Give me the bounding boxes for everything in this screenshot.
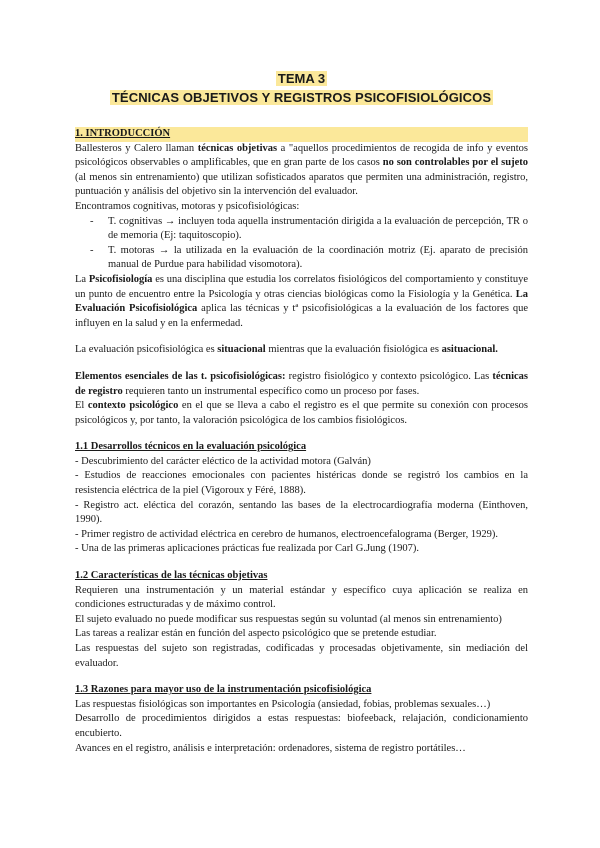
list-item: - Descubrimiento del carácter eléctico de la actividad motora (Galván) [75,455,371,467]
list-item: Avances en el registro, análisis e interpretación: ordenadores, sistema de registro portátiles… [75,742,466,754]
section-heading-1-2: 1.2 Características de las técnicas objetivas [75,570,268,582]
intro-paragraph-1: Ballesteros y Calero llaman técnicas objetivas a "aquellos procedimientos de recogida de info y eventos psicológicos observables o amplificables, que en gran parte de los casos no son controlables por el sujeto (al menos sin entrenamiento) que utilizan sofisticados aparatos que permiten una administración, registro, puntuación y análisis del objetivo sin la intervención del evaluador. [75,142,529,198]
intro-paragraph-2: Encontramos cognitivas, motoras y psicofisiológicas: [75,200,300,212]
list-item: Requieren una instrumentación y un material estándar y específico cuya aplicación se realiza en condiciones estructuradas y de máximo control. [75,584,528,611]
intro-paragraph-5: Elementos esenciales de las t. psicofisiológicas: registro fisiológico y contexto psicológico. Las técnicas de registro requieren tanto un instrumental específico como un proceso por fases. [75,370,528,397]
list-item: Las tareas a realizar están en función del aspecto psicológico que se pretende estudiar. [75,628,437,640]
list-item: - Estudios de reacciones emocionales con pacientes histéricas donde se registró los cambios en la resistencia eléctrica de la piel (Vigoroux y Féré, 1888). [75,470,528,497]
intro-paragraph-6: El contexto psicológico en el que se lleva a cabo el registro es el que permite su conexión con procesos psicológicos y, por tanto, la valoración psicológica de los cambios fisiológicos. [75,400,528,426]
document-body [75,127,528,756]
list-item: - Registro act. eléctica del corazón, sentando las bases de la electrocardiografía moderna (Einthoven, 1990). [75,499,528,526]
list-item: Desarrollo de procedimientos dirigidos a estas respuestas: biofeeback, relajación, condicionamiento encubierto. [75,713,528,739]
list-item: Las respuestas fisiológicas son importantes en Psicología (ansiedad, fobias, problemas sexuales…) [75,698,491,710]
intro-paragraph-4: La evaluación psicofisiológica es situacional mientras que la evaluación fisiológica es asituacional. [75,344,498,356]
list-item: - T. motoras → la utilizada en la evaluación de la coordinación motriz (Ej. aparato de precisión manual de Purdue para habilidad visomotora). [93,244,528,273]
list-item: El sujeto evaluado no puede modificar sus respuestas según su voluntad (al menos sin entrenamiento) [75,613,502,625]
tema-title: TEMA 3 [277,71,326,86]
tema-subtitle: TÉCNICAS OBJETIVOS Y REGISTROS PSICOFISIOLÓGICOS [111,90,492,105]
list-item: - T. cognitivas → incluyen toda aquella instrumentación dirigida a la evaluación de percepción, TR o de memoria (Ej: taquitoscopio). [93,215,528,244]
title-block [75,70,528,107]
list-item: Las respuestas del sujeto son registradas, codificadas y procesadas objetivamente, sin mediación del evaluador. [75,643,528,669]
list-item: - Una de las primeras aplicaciones prácticas fue realizada por Carl G.Jung (1907). [75,543,420,555]
section-heading-introduccion: 1. INTRODUCCIÓN [75,127,528,142]
intro-paragraph-3: La Psicofisiología es una disciplina que estudia los correlatos fisiológicos del comportamiento y constituye un punto de encuentro entre la Psicología y otras ciencias biológicas como la Fisiología y la Genética. La Evaluación Psicofisiológica aplica las técnicas y tª psicofisiológicas a la evaluación de los factores que influyen en la salud y en la enfermedad. [75,273,529,329]
techniques-list [75,215,528,273]
section-heading-1-1: 1.1 Desarrollos técnicos en la evaluación psicológica [75,441,307,453]
list-item: - Primer registro de actividad eléctrica en cerebro de humanos, electroencefalograma (Berger, 1929). [75,528,498,540]
section-heading-1-3: 1.3 Razones para mayor uso de la instrumentación psicofisiológica [75,684,372,696]
